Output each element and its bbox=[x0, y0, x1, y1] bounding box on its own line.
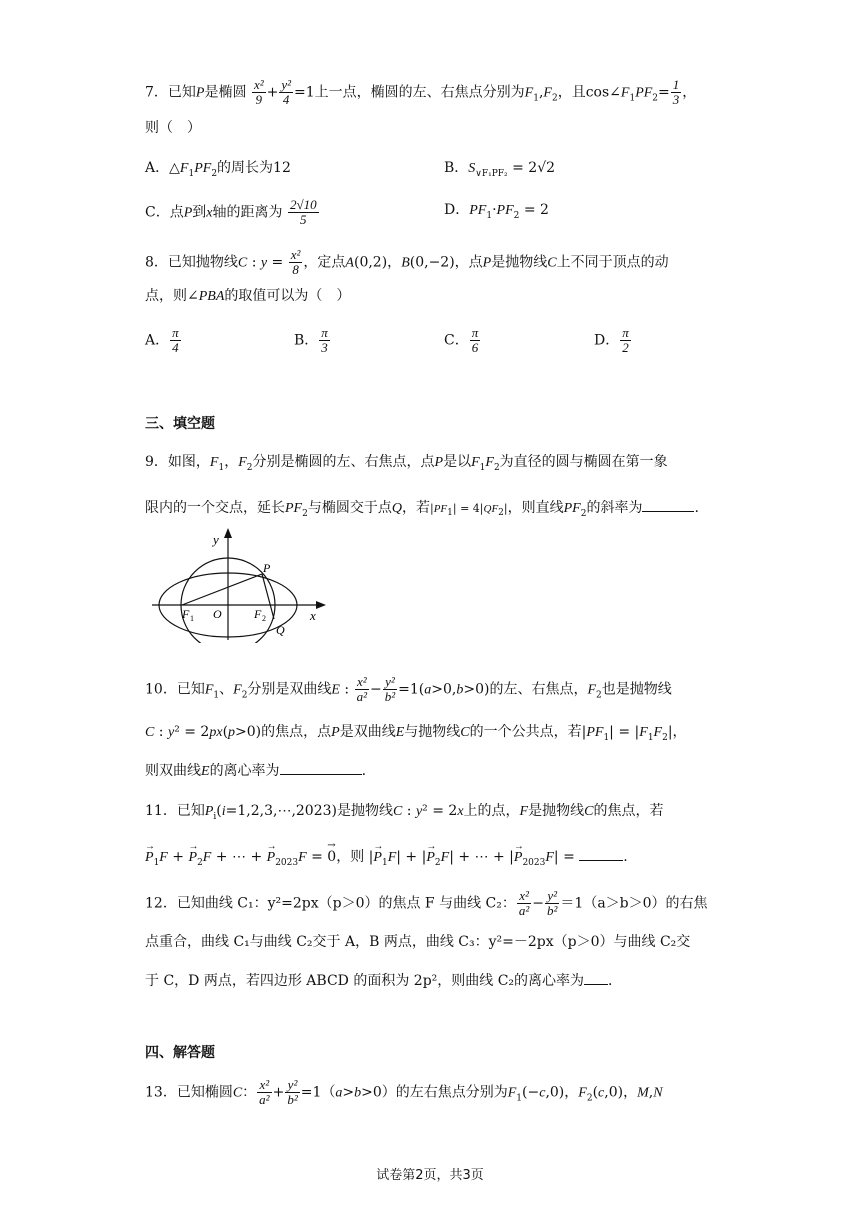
ellipse-circle-figure bbox=[150, 528, 335, 643]
label-y: y bbox=[213, 532, 219, 547]
q10-line1: 10．已知$F_1$、$F_2$分别是双曲线E : $\frac{\text{x²}}{\text{a²}}$ − $\frac{\text{y²}}{\text{b²}}$ =1(a>0,b>0)的左、右焦点，$F_2$也是抛物线 bbox=[145, 674, 672, 704]
q12-line3: 于 C，D 两点，若四边形 ABCD 的面积为 2p²，则曲线 C₂的离心率为 ． bbox=[145, 970, 622, 991]
page-footer: 试卷第2页，共3页 bbox=[376, 1168, 484, 1183]
q7-option-b: B．$S_{\vee F_1PF_2} = 2√2$ bbox=[444, 160, 556, 179]
segment-f1-p bbox=[182, 574, 262, 605]
q8-line1: 8．已知抛物线C : y = $\frac{\text{x²}}{8}$ ，定点A(0,2)，B(0,−2)，点P是抛物线C上不同于顶点的动 bbox=[145, 247, 669, 277]
q12-line2: 点重合，曲线 C₁与曲线 C₂交于 A，B 两点，曲线 C₃：y²=－2px（p＞0）与曲线 C₂交 bbox=[145, 934, 691, 950]
q13-line1: 13．已知椭圆C： $\frac{\text{x²}}{\text{a²}}$ + $\frac{\text{y²}}{\text{b²}}$ =1（a>b>0）的左右焦点分别为$F_1(-c,0)$，$F_2(c,0)$，M,N bbox=[145, 1077, 663, 1107]
q8-line2: 点，则∠PBA的取值可以为（ ） bbox=[145, 288, 351, 304]
label-q: Q bbox=[276, 623, 285, 637]
q10-line2: C : y² = 2px(p>0)的焦点，点P是双曲线E与抛物线C的一个公共点，若$|PF_1| = |F_1F_2|$， bbox=[145, 724, 687, 743]
q7-option-d: D．$PF_1\cdot PF_2 = 2$ bbox=[444, 202, 549, 221]
label-x: x bbox=[310, 608, 316, 623]
q8-option-a: A． $\frac{\pi}{4}$ bbox=[145, 325, 179, 355]
q11-line1: 11．已知$P_i(i=1,2,3,\cdots,2023)$是抛物线C : y² = 2x上的点，F是抛物线C的焦点，若 bbox=[145, 803, 664, 822]
q7-line2: 则（ ） bbox=[145, 120, 201, 136]
label-f1-sub: 1 bbox=[190, 614, 194, 623]
label-f2: F bbox=[254, 607, 262, 621]
label-f1: F bbox=[182, 607, 190, 621]
q7-option-c: C．点P到x轴的距离为 $\frac{2√10}{5}$ bbox=[145, 197, 317, 227]
q12-line1: 12．已知曲线 C₁：y²=2px（p＞0）的焦点 F 与曲线 C₂： $\frac{\text{x²}}{\text{a²}}$ − $\frac{\text{y²}}{\text{b²}}$ ＝1（a＞b＞0）的右焦 bbox=[145, 888, 708, 918]
q10-line3: 则双曲线E的离心率为 . bbox=[145, 760, 366, 782]
q9-line1: 9．如图，$F_1$，$F_2$分别是椭圆的左、右焦点，点P是以$F_1F_2$为直径的圆与椭圆在第一象 bbox=[145, 454, 668, 473]
y-axis-arrow bbox=[224, 528, 232, 538]
q11-line2: → $P_1F$ + → $P_2F$ + ⋯ + → $P_{2023}F$ = → 0，则 |→ $P_1F|$ + |→ $P_2F|$ + ⋯ + |→ $P_{2023}F|$ = . bbox=[145, 846, 628, 873]
q8-option-b: B． $\frac{\pi}{3}$ bbox=[294, 325, 328, 355]
q9-line2: 限内的一个交点，延长$PF_2$与椭圆交于点Q，若$|PF_1| = 4|QF_2|$，则直线$PF_2$的斜率为 . bbox=[145, 497, 699, 524]
label-f2-sub: 2 bbox=[262, 614, 266, 623]
q8-option-c: C． $\frac{\pi}{6}$ bbox=[444, 325, 479, 355]
label-p: P bbox=[263, 561, 271, 575]
label-o: O bbox=[213, 607, 222, 621]
q8-option-d: D． $\frac{\pi}{2}$ bbox=[594, 325, 629, 355]
q7-option-a: A．$\triangle F_1PF_2$的周长为12 bbox=[145, 160, 291, 179]
q7-line1: 7．已知P是椭圆 $\frac{\text{x²}}{9}$ + $\frac{\text{y²}}{4}$ =1上一点，椭圆的左、右焦点分别为$F_1,F_2$，且$\cos\angle F_1PF_2=$ $\frac{1}{3}$ ， bbox=[145, 77, 697, 107]
section-heading-fill-in: 三、填空题 bbox=[145, 416, 215, 432]
x-axis-arrow bbox=[316, 601, 326, 609]
section-heading-answer: 四、解答题 bbox=[145, 1045, 215, 1061]
